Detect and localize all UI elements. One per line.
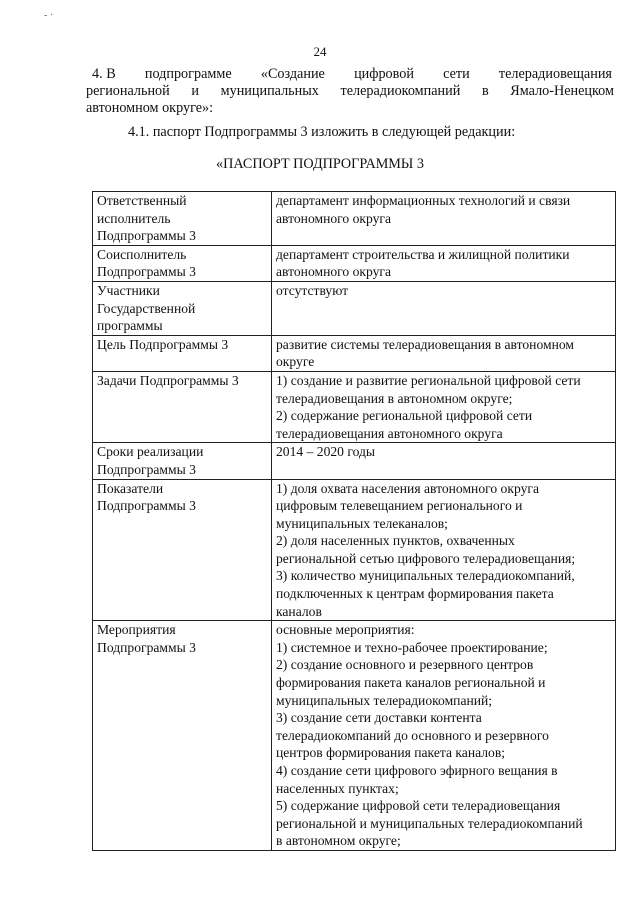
- passport-table: [92, 191, 616, 851]
- row-value-line: центров формирования пакета каналов;: [276, 745, 506, 761]
- row-label-line: Подпрограммы 3: [97, 461, 196, 477]
- intro-word: сети: [443, 66, 470, 82]
- row-value-line: 2) доля населенных пунктов, охваченных: [276, 533, 515, 549]
- row-value-line: каналов: [276, 603, 322, 619]
- row-value-line: 4) создание сети цифрового эфирного вещания в: [276, 763, 558, 778]
- intro-word: и: [191, 83, 199, 99]
- intro-line-1: [92, 66, 612, 83]
- row-value-line: 3) создание сети доставки контента: [276, 710, 482, 726]
- row-label-cell: [93, 192, 272, 246]
- row-label-line: Подпрограммы 3: [97, 264, 196, 280]
- intro-word: муниципальных: [220, 83, 319, 99]
- row-label-line: Показатели: [97, 480, 164, 496]
- intro-word: 4. В: [92, 66, 116, 82]
- row-label-line: исполнитель: [97, 210, 171, 226]
- row-label-line: Мероприятия: [97, 622, 176, 638]
- row-value-line: округе: [276, 354, 315, 370]
- row-value-line: 2) создание основного и резервного центров: [276, 657, 534, 673]
- row-value-line: в автономном округе;: [276, 833, 401, 849]
- intro-word: телерадиокомпаний: [340, 83, 461, 99]
- row-value-line: департамент информационных технологий и связи: [276, 193, 571, 208]
- row-value-line: региональной сетью цифрового телерадиовещания;: [276, 550, 576, 566]
- row-label-line: программы: [97, 318, 163, 334]
- passport-heading: «ПАСПОРТ ПОДПРОГРАММЫ 3: [216, 156, 424, 172]
- row-label-line: Задачи Подпрограммы 3: [97, 372, 239, 388]
- row-value-line: населенных пунктах;: [276, 780, 399, 796]
- row-value-cell: [272, 479, 616, 621]
- intro-word: подпрограмме: [144, 66, 232, 82]
- row-value-line: автономного округа: [276, 264, 392, 280]
- intro-line-2: [86, 83, 614, 100]
- row-value-line: подключенных к центрам формирования пакета: [276, 586, 554, 602]
- table-row: [93, 192, 616, 246]
- row-value-line: 1) системное и техно-рабочее проектирование;: [276, 639, 548, 655]
- paragraph-4-1: 4.1. паспорт Подпрограммы 3 изложить в следующей редакции:: [128, 124, 516, 140]
- row-value-line: 1) создание и развитие региональной цифровой сети: [276, 372, 581, 388]
- row-label-cell: [93, 281, 272, 335]
- row-label-line: Сроки реализации: [97, 444, 204, 460]
- intro-word: Ямало-Ненецком: [510, 83, 614, 99]
- row-value-cell: [272, 335, 616, 371]
- page-number: 24: [313, 44, 327, 59]
- row-label-line: Подпрограммы 3: [97, 639, 196, 655]
- row-label-cell: [93, 443, 272, 479]
- row-label-line: Соисполнитель: [97, 246, 187, 262]
- row-value-line: автономного округа: [276, 210, 392, 226]
- row-value-cell: [272, 443, 616, 479]
- row-label-line: Участники: [97, 282, 160, 298]
- row-value-cell: [272, 621, 616, 851]
- row-value-line: развитие системы телерадиовещания в автономном: [276, 336, 574, 352]
- row-label-line: Ответственный: [97, 193, 187, 208]
- row-label-cell: [93, 371, 272, 442]
- row-label-cell: [93, 479, 272, 621]
- row-value-line: 1) доля охвата населения автономного округа: [276, 480, 539, 496]
- row-value-line: региональной и муниципальных телерадиокомпаний: [276, 815, 583, 831]
- table-row: [93, 443, 616, 479]
- row-label-cell: [93, 621, 272, 851]
- row-value-line: телерадиовещания автономного округа: [276, 425, 503, 441]
- row-label-cell: [93, 335, 272, 371]
- row-value-line: цифровым телевещанием регионального и: [276, 498, 523, 514]
- row-label-line: Подпрограммы 3: [97, 498, 196, 514]
- row-value-line: 2) содержание региональной цифровой сети: [276, 408, 533, 424]
- table-row: [93, 479, 616, 621]
- table-row: [93, 335, 616, 371]
- scan-mark: ‑ ·: [44, 10, 54, 21]
- row-label-line: Государственной: [97, 300, 196, 316]
- table-row: [93, 245, 616, 281]
- row-value-line: телерадиовещания в автономном округе;: [276, 390, 513, 406]
- intro-line-3: автономном округе»:: [86, 100, 214, 116]
- row-value-line: департамент строительства и жилищной политики: [276, 246, 570, 262]
- intro-word: телерадиовещания: [498, 66, 612, 82]
- row-value-line: телерадиокомпаний до основного и резервного: [276, 727, 549, 743]
- intro-word: цифровой: [354, 66, 414, 82]
- paragraph-intro: [86, 66, 614, 117]
- row-value-cell: [272, 192, 616, 246]
- row-value-line: 2014 – 2020 годы: [276, 444, 376, 460]
- row-value-line: 5) содержание цифровой сети телерадиовещания: [276, 798, 561, 814]
- intro-word: «Создание: [260, 66, 325, 82]
- row-label-cell: [93, 245, 272, 281]
- row-label-line: Цель Подпрограммы 3: [97, 336, 229, 352]
- table-row: [93, 281, 616, 335]
- row-value-cell: [272, 281, 616, 335]
- row-value-cell: [272, 245, 616, 281]
- row-value-line: муниципальных телеканалов;: [276, 515, 448, 531]
- table-row: [93, 371, 616, 442]
- row-value-line: муниципальных телерадиокомпаний;: [276, 692, 493, 708]
- table-row: [93, 621, 616, 851]
- intro-word: региональной: [86, 83, 170, 99]
- intro-word: в: [481, 83, 489, 99]
- row-value-line: формирования пакета каналов региональной и: [276, 675, 546, 691]
- passport-table-body: [93, 192, 616, 851]
- row-value-line: отсутствуют: [276, 282, 349, 298]
- row-label-line: Подпрограммы 3: [97, 228, 196, 244]
- row-value-line: основные мероприятия:: [276, 622, 415, 638]
- row-value-cell: [272, 371, 616, 442]
- row-value-line: 3) количество муниципальных телерадиокомпаний,: [276, 568, 575, 584]
